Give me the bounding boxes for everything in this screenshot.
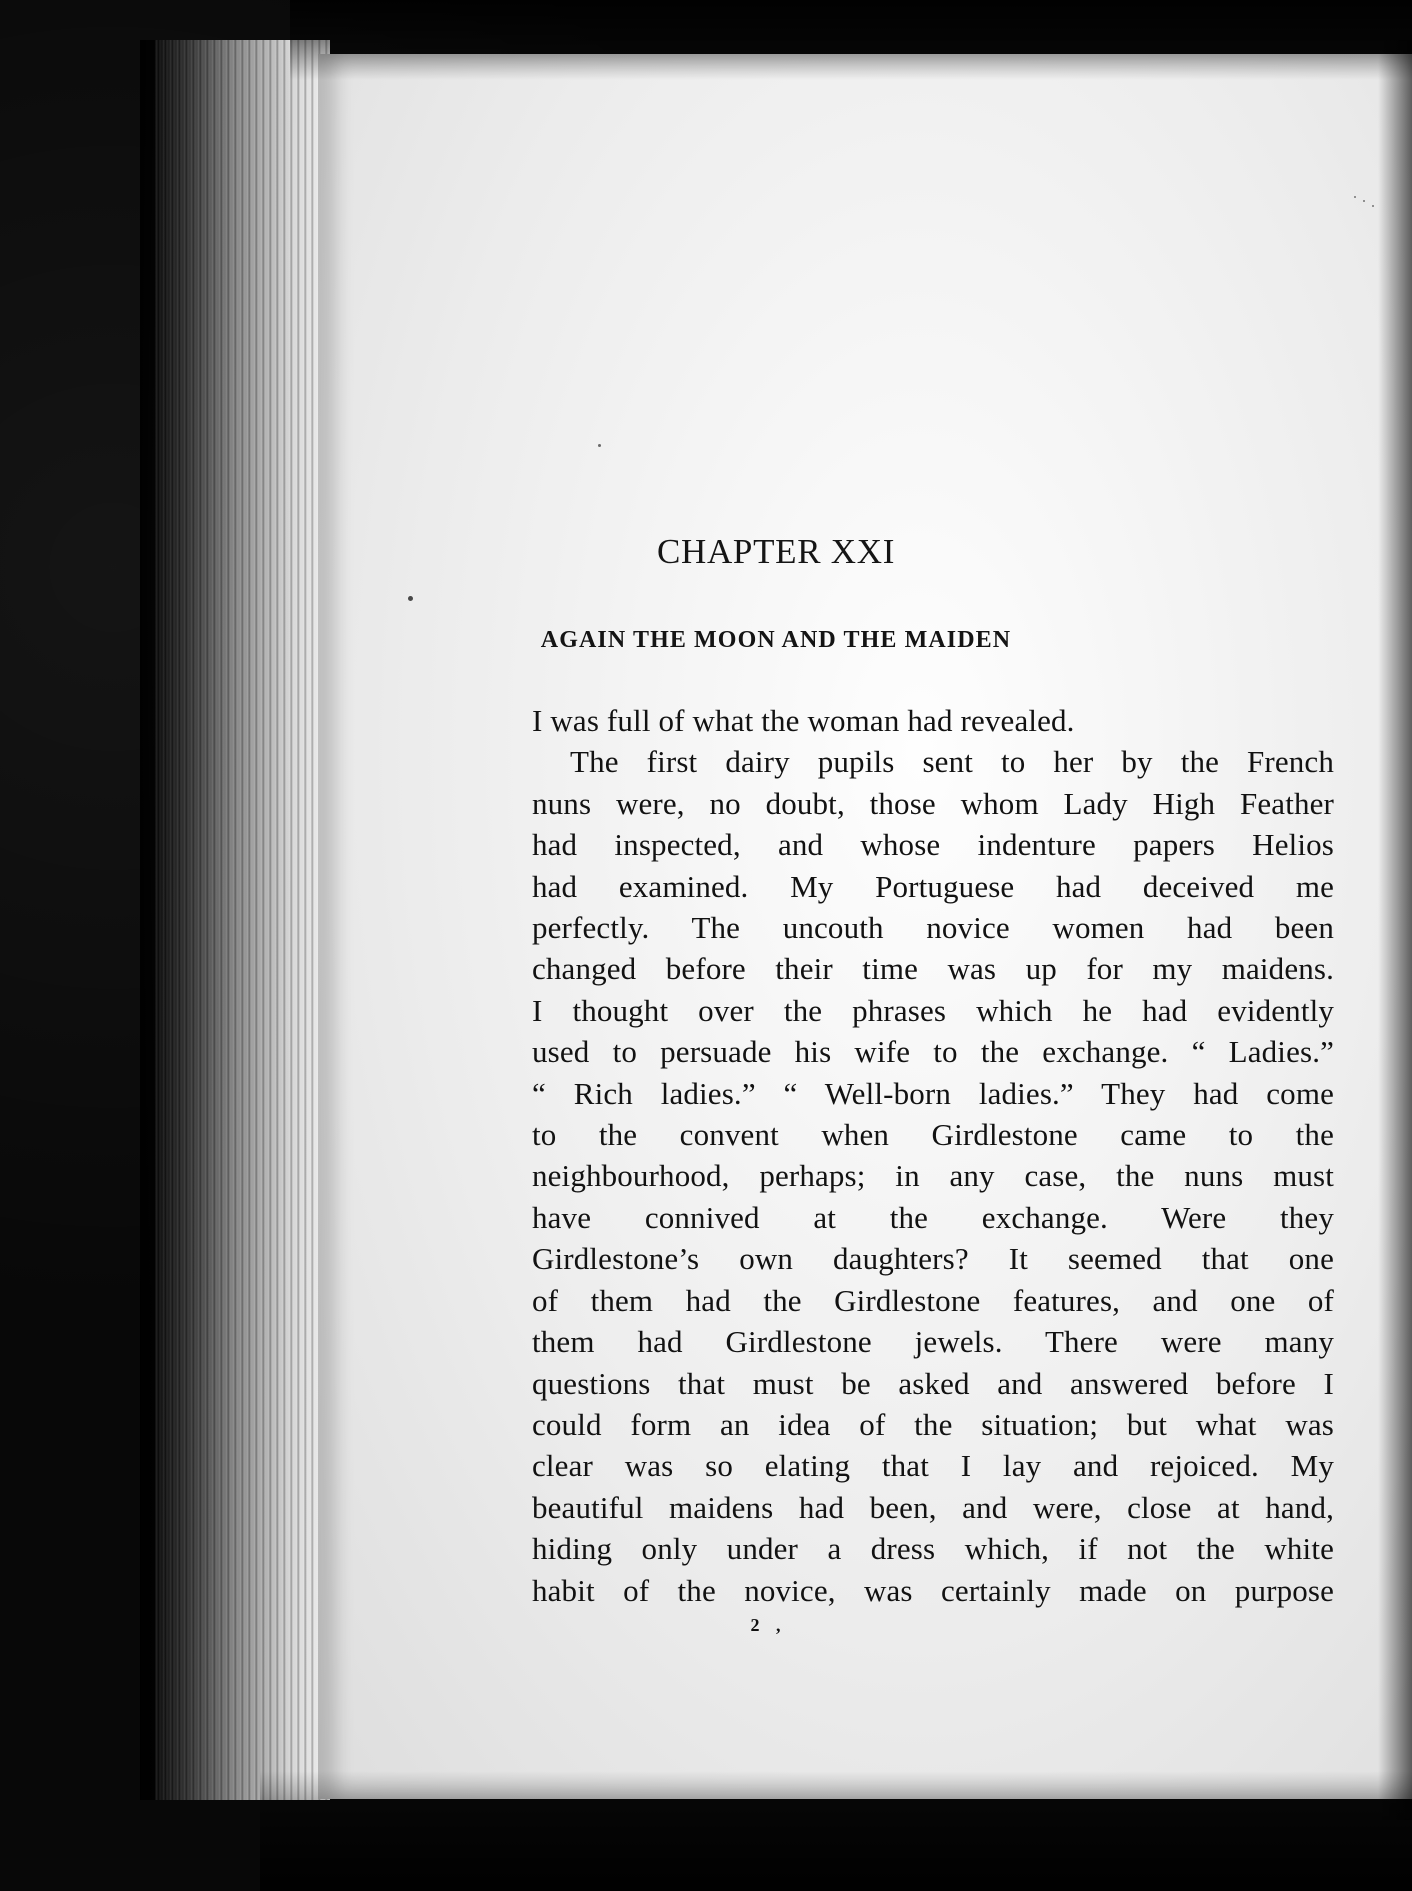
text-line: The first dairy pupils sent to her by the French [570,744,1334,780]
book-page-edges [155,40,330,1800]
text-line: I thought over the phrases which he had evidently [532,992,1334,1028]
text-line: to the convent when Girdlestone came to the [532,1117,1334,1153]
text-line: Girdlestone’s own daughters? It seemed that one [532,1241,1334,1277]
text-line: beautiful maidens had been, and were, close at hand, [532,1489,1334,1525]
scan-speck [598,444,601,447]
text-line: of them had the Girdlestone features, and one of [532,1282,1334,1318]
scan-speck [408,596,413,601]
scan-speck [1363,200,1365,202]
text-line: changed before their time was up for my maidens. [532,951,1334,987]
text-line: perfectly. The uncouth novice women had been [532,910,1334,946]
body-text [532,700,1334,1611]
text-line: nuns were, no doubt, those whom Lady High Feather [532,785,1334,821]
chapter-subtitle: AGAIN THE MOON AND THE MAIDEN [540,627,1012,653]
text-line: “ Rich ladies.” “ Well-born ladies.” They had come [532,1075,1334,1111]
scan-speck [1372,205,1374,207]
text-line: had inspected, and whose indenture papers Helios [532,827,1334,863]
text-line: them had Girdlestone jewels. There were many [532,1324,1334,1360]
text-line: clear was so elating that I lay and rejoiced. My [532,1448,1334,1484]
page-footer-mark: 2 , [750,1615,787,1635]
text-line: could form an idea of the situation; but what was [532,1406,1334,1442]
text-line: I was full of what the woman had revealed. [532,703,1075,738]
text-line: questions that must be asked and answered before I [532,1365,1334,1401]
text-line: had examined. My Portuguese had deceived me [532,868,1334,904]
text-line: used to persuade his wife to the exchange. “ Ladies.” [532,1034,1334,1070]
top-shadow [290,0,1412,80]
text-line: habit of the novice, was certainly made on purpose [532,1572,1334,1608]
chapter-title: CHAPTER XXI [656,532,896,571]
right-shadow [1378,40,1412,1820]
bottom-shadow [260,1771,1412,1891]
text-line: have connived at the exchange. Were they [532,1199,1334,1235]
text-line: neighbourhood, perhaps; in any case, the nuns must [532,1158,1334,1194]
scan-speck [1354,196,1356,198]
text-line: hiding only under a dress which, if not the white [532,1531,1334,1567]
